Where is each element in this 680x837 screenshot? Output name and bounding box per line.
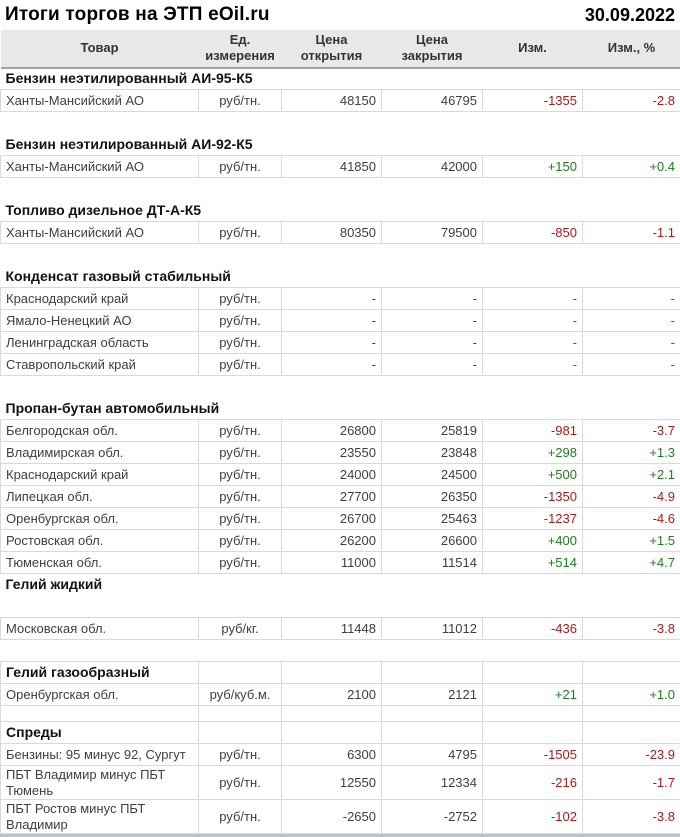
empty-cell (382, 266, 483, 288)
cell-change: -1237 (483, 508, 583, 530)
cell-unit: руб/тн. (199, 310, 282, 332)
empty-cell (1, 706, 199, 722)
section-row (1, 662, 680, 684)
cell-product: Ханты-Мансийский АО (1, 156, 199, 178)
cell-open-price: 41850 (282, 156, 382, 178)
cell-change: -1355 (483, 90, 583, 112)
cell-unit: руб/тн. (199, 552, 282, 574)
page-title: Итоги торгов на ЭТП eOil.ru (5, 4, 270, 26)
cell-close-price: - (382, 354, 483, 376)
cell-close-price: -2752 (382, 800, 483, 834)
column-header-unit: Ед. измерения (199, 30, 282, 68)
empty-cell (483, 398, 583, 420)
empty-cell (199, 706, 282, 722)
cell-change-pct: +0.4 (583, 156, 680, 178)
empty-cell (483, 68, 583, 90)
table-row (1, 90, 680, 112)
empty-cell (282, 266, 382, 288)
cell-change: -216 (483, 766, 583, 800)
table-header-row (1, 30, 680, 68)
empty-cell (282, 722, 382, 744)
empty-cell (199, 376, 282, 398)
empty-cell (583, 398, 680, 420)
empty-cell (382, 640, 483, 662)
cell-open-price: 2100 (282, 684, 382, 706)
cell-unit: руб/тн. (199, 442, 282, 464)
empty-cell (382, 596, 483, 618)
cell-change-pct: +1.0 (583, 684, 680, 706)
empty-cell (282, 178, 382, 200)
cell-product: Владимирская обл. (1, 442, 199, 464)
cell-close-price: - (382, 310, 483, 332)
empty-cell (583, 68, 680, 90)
table-row (1, 766, 680, 800)
empty-cell (382, 134, 483, 156)
column-header-change: Изм. (483, 30, 583, 68)
empty-cell (199, 596, 282, 618)
cell-change: - (483, 310, 583, 332)
table-row (1, 442, 680, 464)
empty-cell (199, 178, 282, 200)
empty-cell (282, 68, 382, 90)
table-row (1, 420, 680, 442)
cell-close-price: 46795 (382, 90, 483, 112)
cell-close-price: 11514 (382, 552, 483, 574)
column-header-open: Цена открытия (282, 30, 382, 68)
spacer-row (1, 244, 680, 266)
cell-close-price: 23848 (382, 442, 483, 464)
empty-cell (583, 200, 680, 222)
empty-cell (583, 376, 680, 398)
section-row (1, 722, 680, 744)
cell-change: -1505 (483, 744, 583, 766)
section-title: Гелий жидкий (1, 574, 199, 596)
cell-close-price: 26600 (382, 530, 483, 552)
column-header-product: Товар (1, 30, 199, 68)
table-row (1, 552, 680, 574)
cell-change-pct: - (583, 288, 680, 310)
cell-unit: руб/тн. (199, 800, 282, 834)
empty-cell (382, 200, 483, 222)
spacer-row (1, 706, 680, 722)
cell-open-price: 80350 (282, 222, 382, 244)
cell-unit: руб/тн. (199, 90, 282, 112)
cell-unit: руб/тн. (199, 332, 282, 354)
cell-open-price: - (282, 354, 382, 376)
cell-product: Липецкая обл. (1, 486, 199, 508)
empty-cell (282, 112, 382, 134)
section-row (1, 266, 680, 288)
section-title: Спреды (1, 722, 199, 744)
empty-cell (583, 266, 680, 288)
cell-product: Краснодарский край (1, 288, 199, 310)
empty-cell (583, 244, 680, 266)
cell-product: Оренбургская обл. (1, 684, 199, 706)
cell-close-price: 24500 (382, 464, 483, 486)
empty-cell (282, 596, 382, 618)
empty-cell (282, 398, 382, 420)
empty-cell (282, 706, 382, 722)
empty-cell (382, 178, 483, 200)
empty-cell (199, 112, 282, 134)
section-row (1, 398, 680, 420)
empty-cell (483, 244, 583, 266)
empty-cell (583, 134, 680, 156)
cell-product: Оренбургская обл. (1, 508, 199, 530)
empty-cell (282, 376, 382, 398)
empty-cell (382, 662, 483, 684)
empty-cell (483, 200, 583, 222)
cell-change: +500 (483, 464, 583, 486)
empty-cell (199, 200, 282, 222)
empty-cell (483, 722, 583, 744)
empty-cell (1, 112, 199, 134)
cell-change-pct: - (583, 332, 680, 354)
cell-unit: руб/куб.м. (199, 684, 282, 706)
spacer-row (1, 112, 680, 134)
empty-cell (199, 722, 282, 744)
cell-change-pct: -23.9 (583, 744, 680, 766)
cell-product: Ханты-Мансийский АО (1, 222, 199, 244)
empty-cell (199, 640, 282, 662)
cell-unit: руб/тн. (199, 486, 282, 508)
section-title: Пропан-бутан автомобильный (1, 398, 199, 420)
cell-product: ПБТ Владимир минус ПБТ Тюмень (1, 766, 199, 800)
empty-cell (282, 662, 382, 684)
cell-close-price: 42000 (382, 156, 483, 178)
cell-open-price: 6300 (282, 744, 382, 766)
table-row (1, 222, 680, 244)
report-date: 30.09.2022 (585, 5, 675, 26)
table-row (1, 744, 680, 766)
cell-open-price: - (282, 332, 382, 354)
empty-cell (1, 596, 199, 618)
empty-cell (382, 722, 483, 744)
cell-open-price: 48150 (282, 90, 382, 112)
cell-change: -436 (483, 618, 583, 640)
table-row (1, 530, 680, 552)
spacer-row (1, 596, 680, 618)
empty-cell (382, 706, 483, 722)
table-row (1, 486, 680, 508)
empty-cell (483, 134, 583, 156)
cell-unit: руб/тн. (199, 508, 282, 530)
cell-change-pct: -2.8 (583, 90, 680, 112)
cell-unit: руб/тн. (199, 354, 282, 376)
cell-change-pct: -1.7 (583, 766, 680, 800)
empty-cell (583, 112, 680, 134)
cell-close-price: - (382, 332, 483, 354)
cell-change: -102 (483, 800, 583, 834)
cell-unit: руб/тн. (199, 530, 282, 552)
section-row (1, 68, 680, 90)
empty-cell (483, 376, 583, 398)
empty-cell (382, 376, 483, 398)
empty-cell (282, 244, 382, 266)
empty-cell (1, 376, 199, 398)
cell-unit: руб/тн. (199, 156, 282, 178)
cell-change-pct: +1.5 (583, 530, 680, 552)
cell-product: Ленинградская область (1, 332, 199, 354)
column-header-close: Цена закрытия (382, 30, 483, 68)
cell-product: Ставропольский край (1, 354, 199, 376)
empty-cell (583, 640, 680, 662)
table-row (1, 354, 680, 376)
cell-change: +514 (483, 552, 583, 574)
table-row (1, 310, 680, 332)
cell-change: +298 (483, 442, 583, 464)
cell-change: - (483, 354, 583, 376)
cell-change-pct: - (583, 354, 680, 376)
cell-unit: руб/тн. (199, 288, 282, 310)
empty-cell (199, 244, 282, 266)
section-row (1, 574, 680, 596)
cell-open-price: 12550 (282, 766, 382, 800)
cell-unit: руб/тн. (199, 464, 282, 486)
trading-results-table (0, 30, 680, 834)
empty-cell (583, 574, 680, 596)
cell-open-price: - (282, 310, 382, 332)
spacer-row (1, 178, 680, 200)
empty-cell (282, 134, 382, 156)
cell-change: +150 (483, 156, 583, 178)
cell-change: -850 (483, 222, 583, 244)
cell-close-price: 4795 (382, 744, 483, 766)
empty-cell (483, 640, 583, 662)
cell-product: ПБТ Ростов минус ПБТ Владимир (1, 800, 199, 834)
cell-open-price: 11448 (282, 618, 382, 640)
empty-cell (199, 574, 282, 596)
cell-change: +21 (483, 684, 583, 706)
table-row (1, 508, 680, 530)
cell-change: -1350 (483, 486, 583, 508)
cell-change: - (483, 288, 583, 310)
cell-open-price: 26200 (282, 530, 382, 552)
cell-change-pct: +1.3 (583, 442, 680, 464)
cell-change: -981 (483, 420, 583, 442)
empty-cell (483, 266, 583, 288)
cell-open-price: 27700 (282, 486, 382, 508)
cell-product: Белгородская обл. (1, 420, 199, 442)
table-row (1, 288, 680, 310)
cell-change-pct: -4.9 (583, 486, 680, 508)
empty-cell (282, 640, 382, 662)
cell-change-pct: +4.7 (583, 552, 680, 574)
cell-open-price: 11000 (282, 552, 382, 574)
empty-cell (382, 112, 483, 134)
cell-close-price: 2121 (382, 684, 483, 706)
empty-cell (483, 706, 583, 722)
section-row (1, 200, 680, 222)
table-row (1, 332, 680, 354)
cell-close-price: 11012 (382, 618, 483, 640)
cell-unit: руб/тн. (199, 420, 282, 442)
empty-cell (583, 662, 680, 684)
cell-open-price: 24000 (282, 464, 382, 486)
empty-cell (382, 574, 483, 596)
empty-cell (583, 178, 680, 200)
table-body (1, 68, 680, 834)
section-row (1, 134, 680, 156)
cell-close-price: - (382, 288, 483, 310)
report-header (0, 0, 680, 30)
cell-change: - (483, 332, 583, 354)
empty-cell (1, 640, 199, 662)
cell-unit: руб/тн. (199, 766, 282, 800)
empty-cell (382, 244, 483, 266)
section-title: Конденсат газовый стабильный (1, 266, 199, 288)
cell-close-price: 79500 (382, 222, 483, 244)
section-title: Бензин неэтилированный АИ-92-К5 (1, 134, 199, 156)
cell-change-pct: - (583, 310, 680, 332)
table-row (1, 618, 680, 640)
spacer-row (1, 640, 680, 662)
empty-cell (382, 398, 483, 420)
section-title: Бензин неэтилированный АИ-95-К5 (1, 68, 199, 90)
cell-change-pct: -3.8 (583, 800, 680, 834)
empty-cell (483, 574, 583, 596)
cell-close-price: 26350 (382, 486, 483, 508)
cell-change-pct: -4.6 (583, 508, 680, 530)
cell-change-pct: -3.7 (583, 420, 680, 442)
cell-open-price: 26700 (282, 508, 382, 530)
cell-change-pct: -3.8 (583, 618, 680, 640)
column-header-change-pct: Изм., % (583, 30, 680, 68)
empty-cell (483, 662, 583, 684)
table-row (1, 800, 680, 834)
cell-change-pct: -1.1 (583, 222, 680, 244)
empty-cell (1, 244, 199, 266)
empty-cell (483, 112, 583, 134)
section-title: Топливо дизельное ДТ-А-К5 (1, 200, 199, 222)
empty-cell (282, 574, 382, 596)
cell-close-price: 25819 (382, 420, 483, 442)
cell-product: Ямало-Ненецкий АО (1, 310, 199, 332)
cell-open-price: - (282, 288, 382, 310)
empty-cell (583, 706, 680, 722)
table-row (1, 156, 680, 178)
cell-open-price: 23550 (282, 442, 382, 464)
cell-unit: руб/кг. (199, 618, 282, 640)
empty-cell (583, 596, 680, 618)
empty-cell (483, 596, 583, 618)
cell-product: Краснодарский край (1, 464, 199, 486)
empty-cell (483, 178, 583, 200)
cell-change: +400 (483, 530, 583, 552)
cell-product: Ханты-Мансийский АО (1, 90, 199, 112)
cell-product: Ростовская обл. (1, 530, 199, 552)
cell-product: Московская обл. (1, 618, 199, 640)
cell-open-price: -2650 (282, 800, 382, 834)
cell-change-pct: +2.1 (583, 464, 680, 486)
section-title: Гелий газообразный (1, 662, 199, 684)
empty-cell (382, 68, 483, 90)
cell-open-price: 26800 (282, 420, 382, 442)
cell-product: Тюменская обл. (1, 552, 199, 574)
table-row (1, 684, 680, 706)
empty-cell (1, 178, 199, 200)
empty-cell (583, 722, 680, 744)
cell-unit: руб/тн. (199, 222, 282, 244)
cell-product: Бензины: 95 минус 92, Сургут (1, 744, 199, 766)
cell-close-price: 12334 (382, 766, 483, 800)
cell-unit: руб/тн. (199, 744, 282, 766)
empty-cell (199, 662, 282, 684)
spacer-row (1, 376, 680, 398)
table-row (1, 464, 680, 486)
cell-close-price: 25463 (382, 508, 483, 530)
empty-cell (282, 200, 382, 222)
